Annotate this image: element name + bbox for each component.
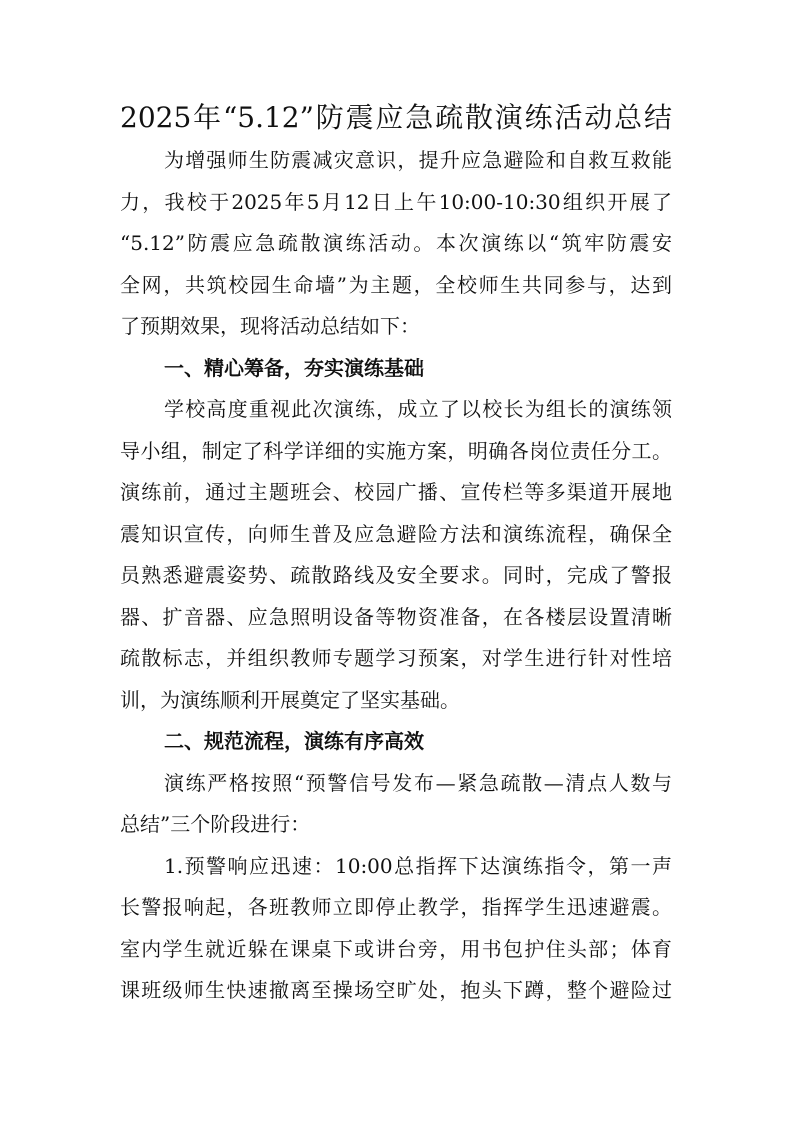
- paragraph-line: 震知识宣传，向师生普及应急避险方法和演练流程，确保全: [120, 521, 672, 546]
- paragraph-line: “5.12”防震应急疏散演练活动。本次演练以“筑牢防震安: [120, 231, 672, 255]
- document-body: [120, 140, 672, 1012]
- document-page: [120, 96, 672, 1012]
- paragraph-line: 长警报响起，各班教师立即停止教学，指挥学生迅速避震。: [120, 895, 672, 919]
- paragraph-line: 器、扩音器、应急照明设备等物资准备，在各楼层设置清晰: [120, 604, 672, 629]
- paragraph-line: 课班级师生快速撤离至操场空旷处，抱头下蹲，整个避险过: [120, 978, 672, 1002]
- paragraph-line: 全网，共筑校园生命墙”为主题，全校师生共同参与，达到: [120, 272, 672, 297]
- section-heading: 二、规范流程，演练有序高效: [164, 729, 424, 753]
- paragraph-line: 总结”三个阶段进行：: [120, 812, 311, 836]
- paragraph-line: 导小组，制定了科学详细的实施方案，明确各岗位责任分工。: [120, 438, 672, 463]
- paragraph-line: 员熟悉避震姿势、疏散路线及安全要求。同时，完成了警报: [120, 563, 672, 587]
- paragraph-line: 力，我校于2025年5月12日上午10:00-10:30组织开展了: [120, 189, 672, 214]
- paragraph-line: 演练严格按照“预警信号发布—紧急疏散—清点人数与: [164, 770, 672, 795]
- paragraph-line: 训，为演练顺利开展奠定了坚实基础。: [120, 687, 460, 712]
- paragraph-line: 演练前，通过主题班会、校园广播、宣传栏等多渠道开展地: [120, 480, 672, 504]
- paragraph-line: 为增强师生防震减灾意识，提升应急避险和自救互救能: [164, 148, 672, 172]
- paragraph-line: 1.预警响应迅速：10:00总指挥下达演练指令，第一声: [164, 853, 672, 878]
- paragraph-line: 学校高度重视此次演练，成立了以校长为组长的演练领: [164, 397, 672, 421]
- document-title: 2025年“5.12”防震应急疏散演练活动总结: [120, 101, 672, 134]
- section-heading: 一、精心筹备，夯实演练基础: [164, 355, 424, 380]
- paragraph-line: 了预期效果，现将活动总结如下：: [120, 314, 420, 338]
- paragraph-line: 室内学生就近躲在课桌下或讲台旁，用书包护住头部；体育: [120, 936, 672, 961]
- paragraph-line: 疏散标志，并组织教师专题学习预案，对学生进行针对性培: [120, 646, 672, 670]
